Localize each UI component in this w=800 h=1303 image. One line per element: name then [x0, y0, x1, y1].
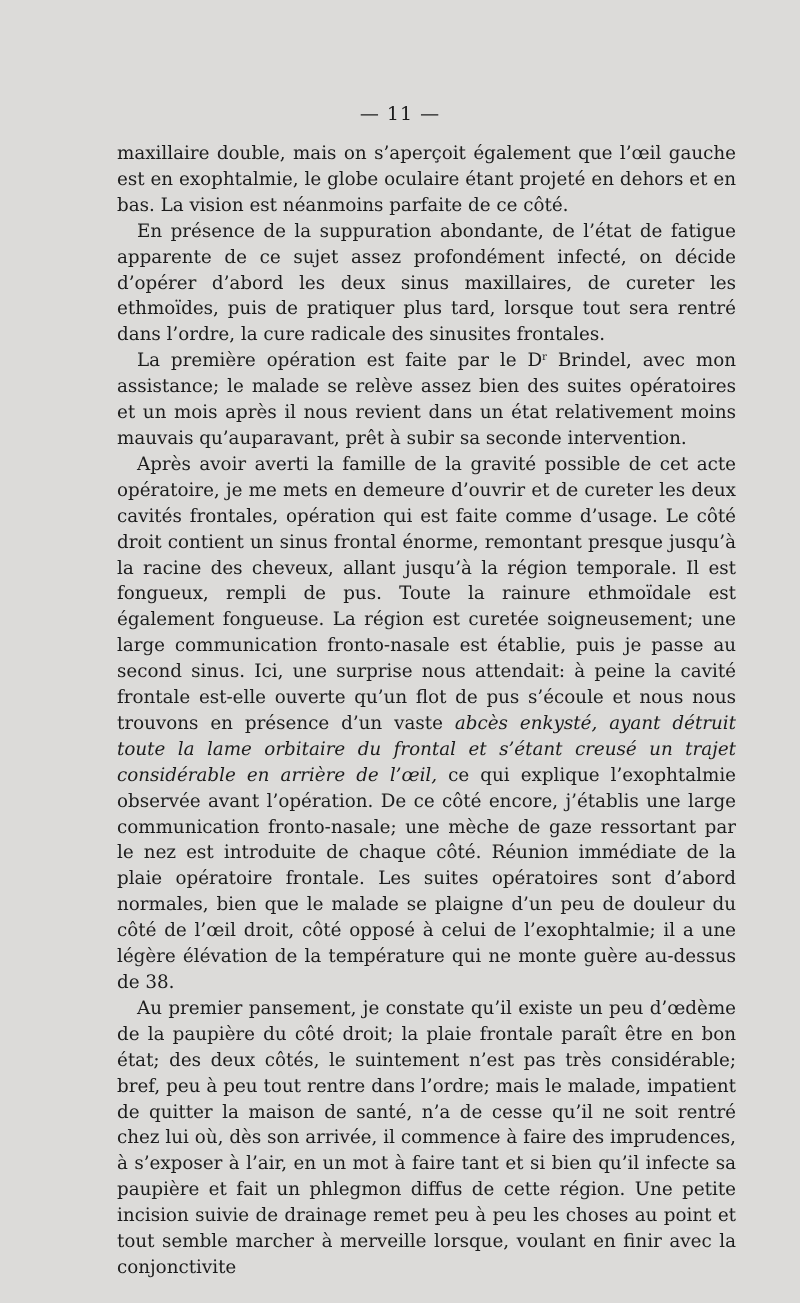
doctor-abbrev-superscript: r [542, 352, 547, 364]
page-number-header: — 11 — [359, 103, 441, 125]
paragraph-5: Au premier pansement, je constate qu’il existe un peu d’œdème de la paupière du côté droit; la plaie frontale paraît être en bon état; des deux côtés, le suintement n’est pas très considérable; bref, peu à peu tout rentre dans l’ordre; mais le malade, impatient de quitter la maison de santé, n’a de cesse qu’il ne soit rentré chez lui où, dès son arrivée, il commence à faire des imprudences, à s’exposer à l’air, en un mot à faire tant et si bien qu’il infecte sa paupière et fait un phlegmon diffus de cette région. Une petite incision suivie de drainage remet peu à peu les choses au point et tout semble marcher à merveille lorsque, voulant en finir avec la conjonctivite [117, 997, 736, 1278]
paragraph-4-before: Après avoir averti la famille de la gravité possible de cet acte opératoire, je me mets en demeure d’ouvrir et de cureter les deux cavités frontales, opération qui est faite comme d’usage. Le côté droit contient un sinus frontal énorme, remontant presque jusqu’à la racine des cheveux, allant jusqu’à la région temporale. Il est fongueux, rempli de pus. Toute la rainure ethmoïdale est également fongueuse. La région est curetée soigneusement; une large communication fronto-nasale est établie, puis je passe au second sinus. Ici, une surprise nous attendait: à peine la cavité frontale est-elle ouverte qu’un flot de pus s’écoule et nous nous trouvons en présence d’un vaste [117, 453, 736, 734]
body-text [117, 141, 736, 1281]
paragraph-3 [117, 348, 736, 452]
paragraph-1: maxillaire double, mais on s’aperçoit également que l’œil gauche est en exophtalmie, le globe oculaire étant projeté en dehors et en bas. La vision est néanmoins parfaite de ce côté. [117, 143, 736, 216]
paragraph-3-before: La première opération est faite par le D [137, 350, 543, 372]
paragraph-2: En présence de la suppuration abondante, de l’état de fatigue apparente de ce sujet assez profondément infecté, on décide d’opérer d’abord les deux sinus maxillaires, de cureter les ethmoïdes, puis de pratiquer plus tard, lorsque tout sera rentré dans l’ordre, la cure radicale des sinusites frontales. [117, 220, 736, 346]
italic-emphasis: abcès enkysté, ayant détruit toute la lame orbitaire du frontal et s’étant creusé un trajet considérable en arrière de l’œil, [117, 712, 736, 786]
paragraph-3-after: Brindel, avec mon assistance; le malade se relève assez bien des suites opératoires et un mois après il nous revient dans un état relativement moins mauvais qu’auparavant, prêt à subir sa seconde intervention. [117, 350, 736, 449]
paragraph-4 [117, 452, 736, 996]
paragraph-4-after: ce qui explique l’exophtalmie observée avant l’opération. De ce côté encore, j’établis une large communication fronto-nasale; une mèche de gaze ressortant par le nez est introduite de chaque côté. Réunion immédiate de la plaie opératoire frontale. Les suites opératoires sont d’abord normales, bien que le malade se plaigne d’un peu de douleur du côté de l’œil droit, côté opposé à celui de l’exophtalmie; il a une légère élévation de la température qui ne monte guère au-dessus de 38. [117, 764, 736, 993]
